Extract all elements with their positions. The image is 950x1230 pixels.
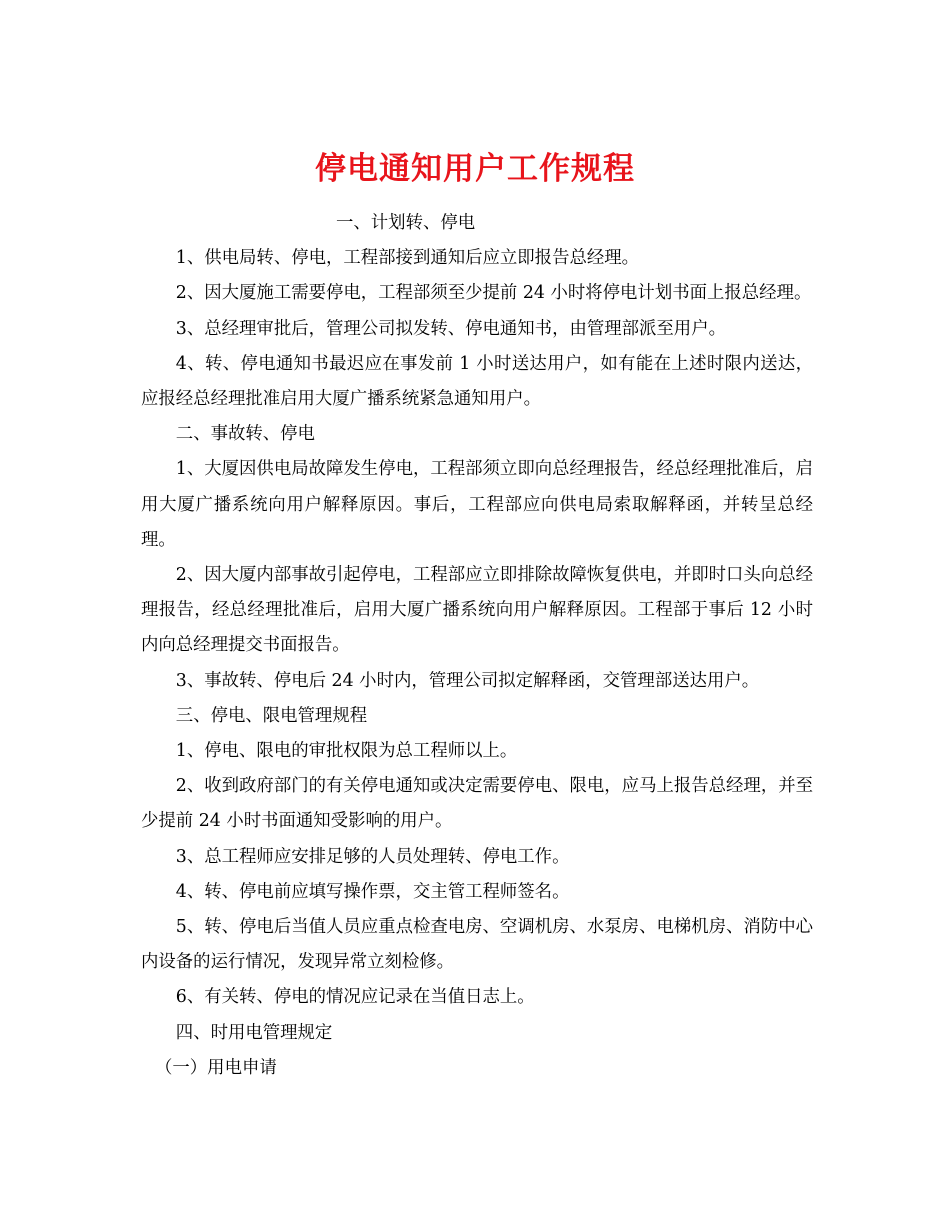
section-heading-planned-outage: 一、计划转、停电: [336, 213, 476, 233]
paragraph: 2、因大厦内部事故引起停电，工程部应立即排除故障恢复供电，并即时口头向总经理报告，经总经理批准后，启用大厦广播系统向用户解释原因。工程部于事后 12 小时内向总经理提交书面报告。: [141, 565, 813, 656]
paragraph: 2、收到政府部门的有关停电通知或决定需要停电、限电，应马上报告总经理，并至少提前 24 小时书面通知受影响的用户。: [141, 776, 813, 832]
section-heading-power-limit: 三、停电、限电管理规程: [175, 705, 368, 726]
paragraph: 4、转、停电前应填写操作票，交主管工程师签名。: [175, 881, 570, 902]
paragraph: 5、转、停电后当值人员应重点检查电房、空调机房、水泵房、电梯机房、消防中心内设备的运行情况，发现异常立刻检修。: [141, 917, 813, 973]
paragraph: 6、有关转、停电的情况应记录在当值日志上。: [175, 987, 535, 1008]
section-heading-accident-outage: 二、事故转、停电: [175, 424, 315, 445]
paragraph: 3、总工程师应安排足够的人员处理转、停电工作。: [175, 846, 570, 867]
section-heading-electricity-use: 四、时用电管理规定: [175, 1022, 333, 1043]
paragraph: 1、停电、限电的审批权限为总工程师以上。: [175, 741, 518, 762]
subsection-heading-application: （一）用电申请: [155, 1057, 277, 1078]
document-title: 停电通知用户工作规程: [315, 150, 635, 187]
paragraph: 3、总经理审批后，管理公司拟发转、停电通知书，由管理部派至用户。: [175, 318, 726, 339]
paragraph: 4、转、停电通知书最迟应在事发前 1 小时送达用户，如有能在上述时限内送达，应报经总经理批准启用大厦广播系统紧急通知用户。: [141, 353, 813, 410]
paragraph: 2、因大厦施工需要停电，工程部须至少提前 24 小时将停电计划书面上报总经理。: [175, 283, 812, 304]
paragraph: 1、大厦因供电局故障发生停电，工程部须立即向总经理报告，经总经理批准后，启用大厦广播系统向用户解释原因。事后，工程部应向供电局索取解释函，并转呈总经理。: [141, 459, 813, 550]
paragraph: 1、供电局转、停电，工程部接到通知后应立即报告总经理。: [175, 248, 640, 269]
document-body: [141, 206, 813, 1086]
paragraph: 3、事故转、停电后 24 小时内，管理公司拟定解释函，交管理部送达用户。: [175, 670, 760, 691]
